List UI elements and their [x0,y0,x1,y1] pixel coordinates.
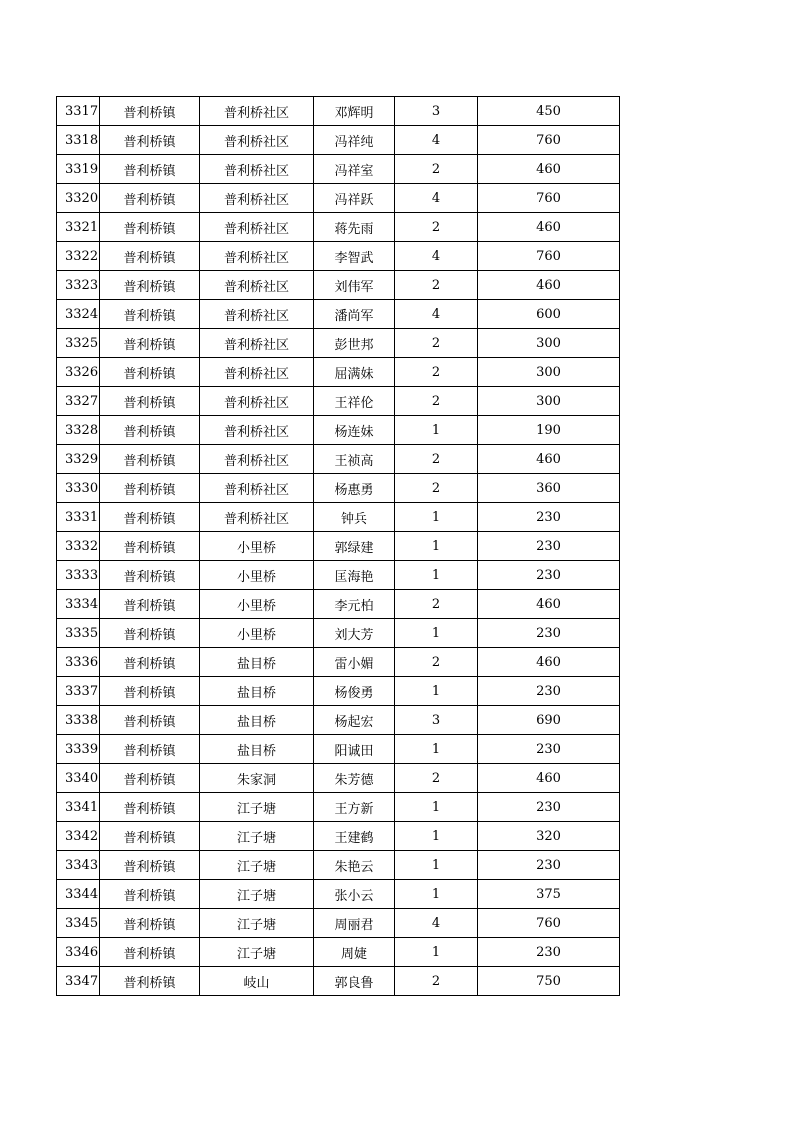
amount-cell: 375 [478,880,620,909]
village-cell: 普利桥社区 [200,155,314,184]
town-cell: 普利桥镇 [100,967,200,996]
amount-cell: 760 [478,242,620,271]
name-cell: 雷小媚 [314,648,395,677]
count-cell: 4 [395,300,478,329]
table-row [57,155,620,184]
row-number-cell: 3326 [57,358,100,387]
amount-cell: 600 [478,300,620,329]
name-cell: 王祯高 [314,445,395,474]
count-cell: 4 [395,909,478,938]
row-number-cell: 3343 [57,851,100,880]
town-cell: 普利桥镇 [100,793,200,822]
town-cell: 普利桥镇 [100,416,200,445]
amount-cell: 230 [478,619,620,648]
village-cell: 普利桥社区 [200,474,314,503]
amount-cell: 460 [478,648,620,677]
count-cell: 4 [395,184,478,213]
amount-cell: 750 [478,967,620,996]
name-cell: 彭世邦 [314,329,395,358]
row-number-cell: 3333 [57,561,100,590]
amount-cell: 230 [478,561,620,590]
row-number-cell: 3327 [57,387,100,416]
name-cell: 郭良鲁 [314,967,395,996]
table-body [57,97,620,996]
row-number-cell: 3341 [57,793,100,822]
amount-cell: 190 [478,416,620,445]
village-cell: 普利桥社区 [200,126,314,155]
town-cell: 普利桥镇 [100,764,200,793]
name-cell: 邓辉明 [314,97,395,126]
table-row [57,416,620,445]
town-cell: 普利桥镇 [100,474,200,503]
table-row [57,271,620,300]
amount-cell: 460 [478,590,620,619]
count-cell: 1 [395,561,478,590]
town-cell: 普利桥镇 [100,445,200,474]
village-cell: 盐目桥 [200,677,314,706]
town-cell: 普利桥镇 [100,532,200,561]
town-cell: 普利桥镇 [100,242,200,271]
amount-cell: 230 [478,735,620,764]
village-cell: 普利桥社区 [200,184,314,213]
town-cell: 普利桥镇 [100,271,200,300]
name-cell: 王建鹤 [314,822,395,851]
village-cell: 盐目桥 [200,735,314,764]
count-cell: 1 [395,822,478,851]
amount-cell: 460 [478,764,620,793]
table-row [57,619,620,648]
village-cell: 江子塘 [200,822,314,851]
row-number-cell: 3331 [57,503,100,532]
town-cell: 普利桥镇 [100,735,200,764]
name-cell: 匡海艳 [314,561,395,590]
table-row [57,358,620,387]
count-cell: 2 [395,387,478,416]
town-cell: 普利桥镇 [100,213,200,242]
count-cell: 2 [395,213,478,242]
table-row [57,764,620,793]
village-cell: 普利桥社区 [200,503,314,532]
table-row [57,126,620,155]
village-cell: 小里桥 [200,619,314,648]
name-cell: 王祥伦 [314,387,395,416]
row-number-cell: 3317 [57,97,100,126]
count-cell: 1 [395,793,478,822]
table-row [57,909,620,938]
row-number-cell: 3344 [57,880,100,909]
count-cell: 4 [395,126,478,155]
amount-cell: 230 [478,851,620,880]
amount-cell: 760 [478,184,620,213]
town-cell: 普利桥镇 [100,909,200,938]
village-cell: 普利桥社区 [200,416,314,445]
name-cell: 郭绿建 [314,532,395,561]
village-cell: 普利桥社区 [200,445,314,474]
village-cell: 江子塘 [200,851,314,880]
amount-cell: 300 [478,329,620,358]
village-cell: 江子塘 [200,793,314,822]
row-number-cell: 3322 [57,242,100,271]
amount-cell: 460 [478,271,620,300]
table-row [57,590,620,619]
row-number-cell: 3338 [57,706,100,735]
name-cell: 阳诚田 [314,735,395,764]
name-cell: 朱艳云 [314,851,395,880]
table-row [57,445,620,474]
village-cell: 普利桥社区 [200,213,314,242]
table-row [57,184,620,213]
table-row [57,706,620,735]
name-cell: 杨连妹 [314,416,395,445]
town-cell: 普利桥镇 [100,938,200,967]
name-cell: 李元柏 [314,590,395,619]
town-cell: 普利桥镇 [100,648,200,677]
village-cell: 普利桥社区 [200,242,314,271]
row-number-cell: 3329 [57,445,100,474]
village-cell: 江子塘 [200,880,314,909]
town-cell: 普利桥镇 [100,126,200,155]
row-number-cell: 3346 [57,938,100,967]
count-cell: 1 [395,619,478,648]
count-cell: 1 [395,735,478,764]
town-cell: 普利桥镇 [100,184,200,213]
amount-cell: 760 [478,909,620,938]
village-cell: 普利桥社区 [200,271,314,300]
table-row [57,242,620,271]
town-cell: 普利桥镇 [100,619,200,648]
name-cell: 杨起宏 [314,706,395,735]
town-cell: 普利桥镇 [100,387,200,416]
row-number-cell: 3340 [57,764,100,793]
amount-cell: 230 [478,677,620,706]
table-row [57,880,620,909]
village-cell: 朱家洞 [200,764,314,793]
village-cell: 小里桥 [200,590,314,619]
amount-cell: 690 [478,706,620,735]
name-cell: 王方新 [314,793,395,822]
count-cell: 2 [395,445,478,474]
amount-cell: 450 [478,97,620,126]
count-cell: 1 [395,851,478,880]
row-number-cell: 3330 [57,474,100,503]
table-row [57,474,620,503]
table-row [57,213,620,242]
amount-cell: 460 [478,155,620,184]
row-number-cell: 3337 [57,677,100,706]
count-cell: 2 [395,648,478,677]
count-cell: 4 [395,242,478,271]
village-cell: 江子塘 [200,909,314,938]
row-number-cell: 3336 [57,648,100,677]
count-cell: 3 [395,97,478,126]
count-cell: 2 [395,967,478,996]
count-cell: 1 [395,503,478,532]
row-number-cell: 3323 [57,271,100,300]
count-cell: 1 [395,880,478,909]
name-cell: 周婕 [314,938,395,967]
amount-cell: 230 [478,532,620,561]
count-cell: 1 [395,677,478,706]
town-cell: 普利桥镇 [100,880,200,909]
village-cell: 普利桥社区 [200,329,314,358]
name-cell: 蒋先雨 [314,213,395,242]
count-cell: 1 [395,938,478,967]
name-cell: 钟兵 [314,503,395,532]
row-number-cell: 3320 [57,184,100,213]
amount-cell: 320 [478,822,620,851]
town-cell: 普利桥镇 [100,822,200,851]
town-cell: 普利桥镇 [100,590,200,619]
count-cell: 2 [395,474,478,503]
amount-cell: 230 [478,503,620,532]
table-row [57,387,620,416]
name-cell: 冯祥纯 [314,126,395,155]
name-cell: 李智武 [314,242,395,271]
village-cell: 岐山 [200,967,314,996]
table-row [57,735,620,764]
row-number-cell: 3342 [57,822,100,851]
name-cell: 刘大芳 [314,619,395,648]
row-number-cell: 3324 [57,300,100,329]
village-cell: 普利桥社区 [200,300,314,329]
row-number-cell: 3335 [57,619,100,648]
count-cell: 3 [395,706,478,735]
village-cell: 盐目桥 [200,648,314,677]
name-cell: 周丽君 [314,909,395,938]
count-cell: 1 [395,532,478,561]
name-cell: 杨惠勇 [314,474,395,503]
name-cell: 张小云 [314,880,395,909]
amount-cell: 760 [478,126,620,155]
table-row [57,561,620,590]
count-cell: 2 [395,271,478,300]
village-cell: 普利桥社区 [200,387,314,416]
village-cell: 盐目桥 [200,706,314,735]
amount-cell: 300 [478,387,620,416]
row-number-cell: 3345 [57,909,100,938]
table-row [57,648,620,677]
name-cell: 冯祥室 [314,155,395,184]
table-row [57,532,620,561]
count-cell: 1 [395,416,478,445]
row-number-cell: 3321 [57,213,100,242]
village-cell: 江子塘 [200,938,314,967]
row-number-cell: 3347 [57,967,100,996]
name-cell: 朱芳德 [314,764,395,793]
town-cell: 普利桥镇 [100,706,200,735]
amount-cell: 460 [478,213,620,242]
name-cell: 冯祥跃 [314,184,395,213]
table-row [57,300,620,329]
row-number-cell: 3334 [57,590,100,619]
name-cell: 潘尚军 [314,300,395,329]
table-row [57,329,620,358]
name-cell: 杨俊勇 [314,677,395,706]
row-number-cell: 3328 [57,416,100,445]
table-row [57,851,620,880]
count-cell: 2 [395,358,478,387]
town-cell: 普利桥镇 [100,503,200,532]
row-number-cell: 3325 [57,329,100,358]
town-cell: 普利桥镇 [100,677,200,706]
amount-cell: 360 [478,474,620,503]
table-row [57,97,620,126]
row-number-cell: 3319 [57,155,100,184]
town-cell: 普利桥镇 [100,300,200,329]
town-cell: 普利桥镇 [100,358,200,387]
amount-cell: 300 [478,358,620,387]
amount-cell: 230 [478,793,620,822]
amount-cell: 230 [478,938,620,967]
row-number-cell: 3318 [57,126,100,155]
town-cell: 普利桥镇 [100,851,200,880]
table-row [57,503,620,532]
name-cell: 屈满妹 [314,358,395,387]
count-cell: 2 [395,764,478,793]
count-cell: 2 [395,155,478,184]
count-cell: 2 [395,590,478,619]
table-row [57,967,620,996]
table-row [57,677,620,706]
table-row [57,938,620,967]
village-cell: 小里桥 [200,561,314,590]
table-row [57,793,620,822]
row-number-cell: 3332 [57,532,100,561]
row-number-cell: 3339 [57,735,100,764]
town-cell: 普利桥镇 [100,561,200,590]
village-cell: 普利桥社区 [200,358,314,387]
amount-cell: 460 [478,445,620,474]
name-cell: 刘伟军 [314,271,395,300]
village-cell: 普利桥社区 [200,97,314,126]
town-cell: 普利桥镇 [100,329,200,358]
village-cell: 小里桥 [200,532,314,561]
data-table [56,96,620,996]
table-row [57,822,620,851]
count-cell: 2 [395,329,478,358]
town-cell: 普利桥镇 [100,97,200,126]
town-cell: 普利桥镇 [100,155,200,184]
